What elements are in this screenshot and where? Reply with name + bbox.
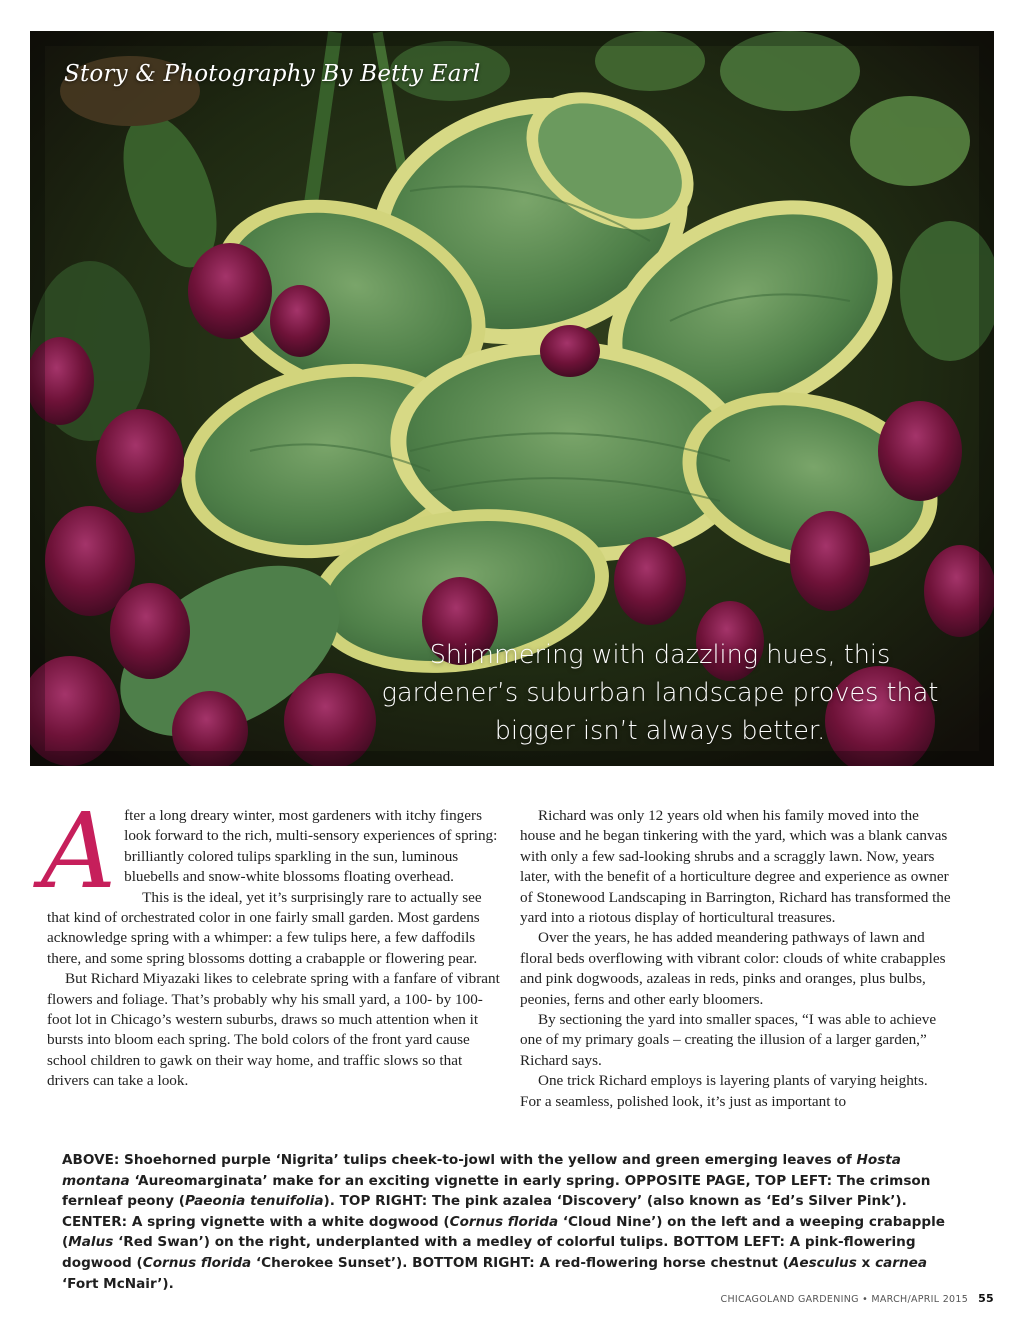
article-paragraph: This is the ideal, yet it’s surprisingly rare to actually see that kind of orchestrated color in one fairly small garden. Most gardens acknowledge spring with a whimper: a few tulips here, a few daffodils there, and some spring blossoms dotting a crabapple or flowering pear. (47, 888, 482, 967)
caption-text: x (856, 1254, 876, 1271)
caption-species: Hosta montana (62, 1152, 901, 1189)
caption-species: Malus (68, 1234, 114, 1251)
article-paragraph: Over the years, he has added meandering pathways of lawn and floral beds overflowing with vibrant color: clouds of white crabapples and pink dogwoods, azaleas in reds, pinks and oranges, plus bulbs, peonies, ferns and other early bloomers. (520, 929, 946, 1008)
photo-caption (62, 1150, 954, 1294)
caption-text: ‘Aureomarginata’ make for an exciting vignette in early spring. OPPOSITE PAGE, TOP LEFT: The crimson fernleaf peony ( (62, 1172, 931, 1210)
page-footer (721, 1292, 994, 1305)
caption-species: Aesculus (788, 1254, 857, 1271)
article-paragraph: But Richard Miyazaki likes to celebrate spring with a fanfare of vibrant flowers and foliage. That’s probably why his small yard, a 100- by 100-foot lot in Chicago’s western suburbs, draws so much attention when it bursts into bloom each spring. The bold colors of the front yard cause school children to gawk on their way home, and traffic slows so that drivers can take a look. (47, 970, 500, 1090)
hero-photo (30, 31, 994, 766)
caption-text: ABOVE: Shoehorned purple ‘Nigrita’ tulips cheek-to-jowl with the yellow and green emerging leaves of (62, 1152, 857, 1168)
article-paragraph: One trick Richard employs is layering plants of varying heights. For a seamless, polished look, it’s just as important to (520, 1072, 928, 1110)
article-paragraph: By sectioning the yard into smaller spaces, “I was able to achieve one of my primary goals – creating the illusion of a larger garden,” Richard says. (520, 1011, 937, 1069)
byline: Story & Photography By Betty Earl (64, 61, 481, 87)
drop-cap: A (41, 790, 117, 912)
caption-species: Paeonia tenuifolia (185, 1193, 324, 1210)
caption-text: ‘Cherokee Sunset’). BOTTOM RIGHT: A red-flowering horse chestnut ( (251, 1254, 789, 1271)
caption-text: ). TOP RIGHT: The pink azalea ‘Discovery’ (also known as ‘Ed’s Silver Pink’). CENTER: A spring vignette with a white dogwood ( (62, 1193, 907, 1230)
article-paragraph: Richard was only 12 years old when his family moved into the house and he began tinkering with the yard, which was a blank canvas with only a few sad-looking shrubs and a scraggly lawn. Now, years later, with the benefit of a horticulture degree and experience as owner of Stonewood Landscaping in Barrington, Richard has transformed the yard into a riotous display of horticultural treasures. (520, 807, 951, 927)
caption-text: ‘Cloud Nine’) on the left and a weeping crabapple ( (62, 1213, 946, 1251)
deck-headline: Shimmering with dazzling hues, this gardener’s suburban landscape proves that bigger isn’t always better. (381, 640, 939, 746)
article-column-right (520, 806, 952, 1112)
caption-text: ‘Red Swan’) on the right, underplanted with a medley of colorful tulips. BOTTOM LEFT: A pink-flowering dogwood ( (62, 1234, 916, 1271)
caption-species: Cornus florida (142, 1254, 252, 1271)
caption-text: ‘Fort McNair’). (62, 1275, 174, 1292)
page-number: 55 (978, 1292, 994, 1305)
article-paragraph (41, 790, 502, 912)
caption-species: carnea (875, 1254, 928, 1271)
publication-name: CHICAGOLAND GARDENING • MARCH/APRIL 2015 (720, 1294, 969, 1305)
caption-species: Cornus florida (449, 1213, 559, 1230)
paragraph-text: fter a long dreary winter, most gardeners with itchy fingers look forward to the rich, multi-sensory experiences of spring: brilliantly colored tulips sparkling in the sun, luminous bluebells and snow-white blossoms floating overhead. (124, 807, 498, 886)
article-column-left (41, 790, 502, 1092)
